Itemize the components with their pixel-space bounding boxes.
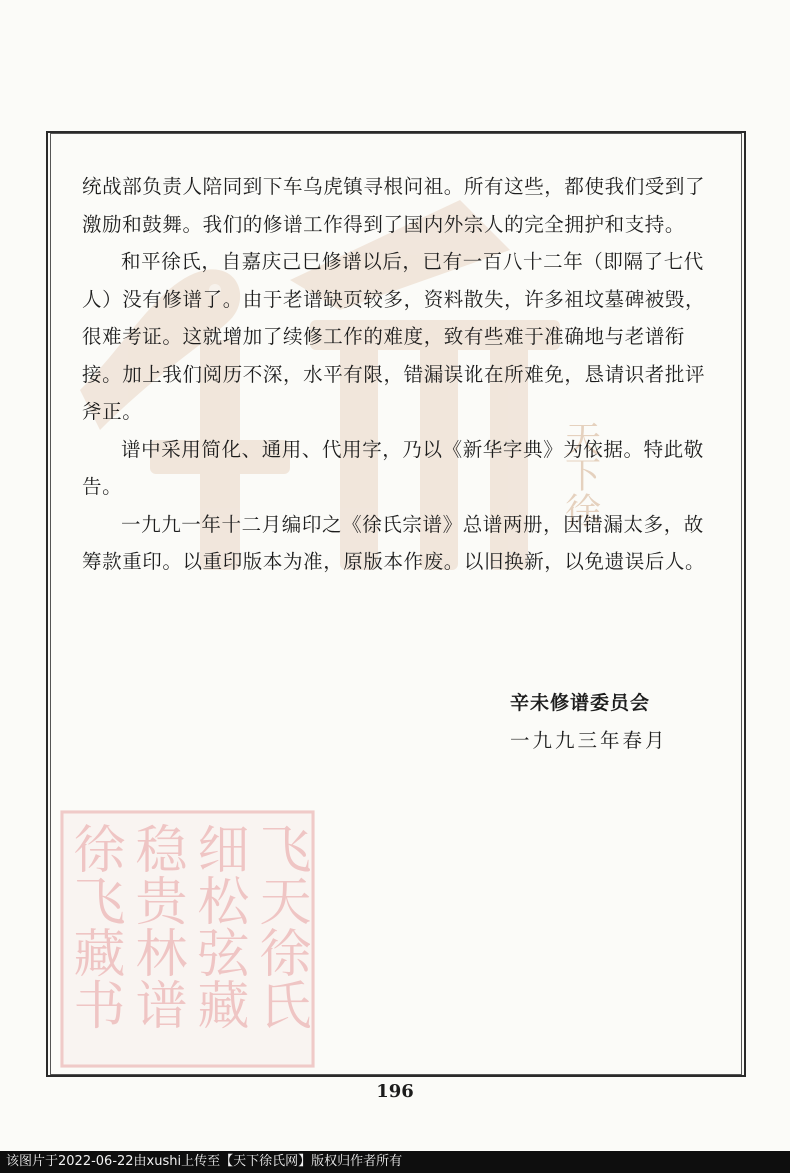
upload-footer-bar [0, 1151, 790, 1173]
seal-column-1: 徐飞藏书 [64, 822, 124, 1030]
seal-column-4: 飞天徐氏 [250, 822, 310, 1030]
paragraph-4: 一九九一年十二月编印之《徐氏宗谱》总谱两册，因错漏太多，故筹款重印。以重印版本为准，原版本作废。以旧换新，以免遗误后人。 [82, 512, 706, 573]
paragraph-2: 和平徐氏，自嘉庆己巳修谱以后，已有一百八十二年（即隔了七代人）没有修谱了。由于老谱缺页较多，资料散失，许多祖坟墓碑被毁，很难考证。这就增加了续修工作的难度，致有些难于准确地与老谱衔接。加上我们阅历不深，水平有限，错漏误讹在所难免，恳请识者批评斧正。 [82, 250, 706, 423]
signature-block [510, 684, 668, 760]
paragraph-3: 谱中采用简化、通用、代用字，乃以《新华字典》为依据。特此敬告。 [82, 437, 704, 498]
signature-organization: 辛未修谱委员会 [510, 692, 651, 714]
seal-column-3: 细松弦藏 [188, 822, 248, 1030]
paragraph-1: 统战部负责人陪同到下车乌虎镇寻根问祖。所有这些，都使我们受到了激励和鼓舞。我们的修谱工作得到了国内外宗人的完全拥护和支持。 [82, 175, 706, 236]
footer-text: 该图片于2022-06-22由xushi上传至【天下徐氏网】版权归作者所有 [6, 1154, 403, 1169]
body-text [82, 168, 722, 581]
collector-seal-stamp [60, 810, 315, 1068]
signature-date: 一九九三年春月 [510, 729, 668, 752]
watermark-side-text: 天下徐 [559, 420, 601, 528]
seal-column-2: 稳贵林谱 [126, 822, 186, 1030]
page-number: 196 [376, 1081, 414, 1102]
